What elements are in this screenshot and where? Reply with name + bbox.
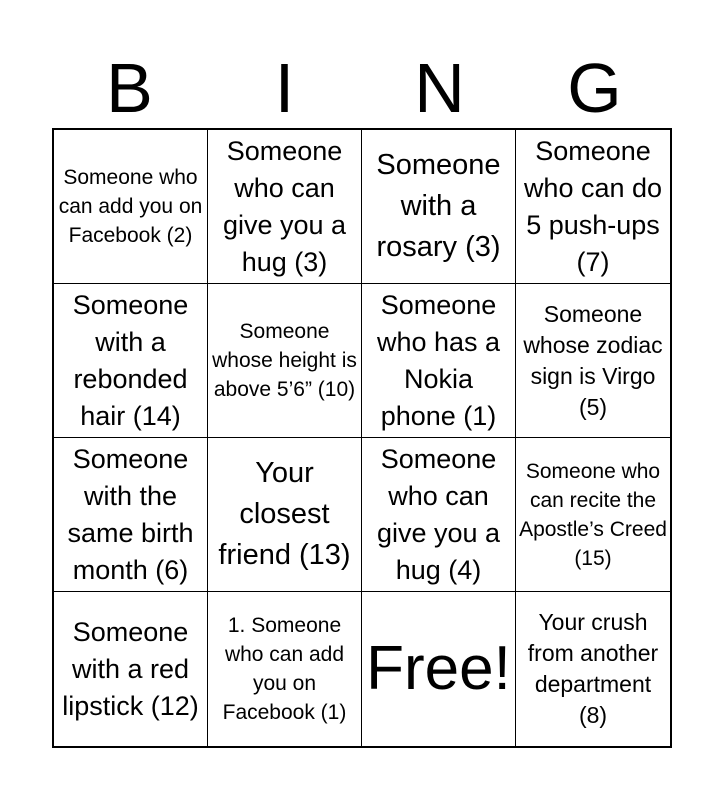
bingo-cell-r2c1[interactable] [54,284,208,438]
cell-text: Someone with a red lipstick (12) [62,616,199,721]
cell-text: Someone whose zodiac sign is Virgo (5) [523,300,663,420]
header-letter-b: B [106,49,153,127]
header-letter-n: N [414,49,465,127]
bingo-cell-r1c2[interactable] [208,130,362,284]
bingo-cell-free[interactable] [362,592,516,746]
bingo-cell-r4c4[interactable] [516,592,670,746]
bingo-cell-r1c4[interactable] [516,130,670,284]
bingo-cell-r1c3[interactable] [362,130,516,284]
cell-text: Someone who can give you a hug (4) [376,443,501,585]
bingo-cell-r3c2[interactable] [208,438,362,592]
cell-text: Someone who can add you on Facebook (2) [58,166,203,247]
header-letter-i: I [274,49,295,127]
bingo-cell-r4c1[interactable] [54,592,208,746]
bingo-cell-r3c3[interactable] [362,438,516,592]
bingo-cell-r3c4[interactable] [516,438,670,592]
cell-text: Someone who has a Nokia phone (1) [376,289,501,431]
cell-text: Someone with the same birth month (6) [67,443,194,585]
bingo-cell-r2c2[interactable] [208,284,362,438]
bingo-header [52,48,672,128]
cell-text: Your closest friend (13) [218,457,351,571]
cell-text: Someone who can recite the Apostle’s Creed (15) [519,459,667,570]
cell-text: Someone whose height is above 5’6” (10) [212,320,357,401]
cell-text: Someone with a rosary (3) [376,149,501,263]
cell-text: Someone with a rebonded hair (14) [72,289,189,431]
bingo-cell-r2c4[interactable] [516,284,670,438]
cell-text: Someone who can do 5 push-ups (7) [523,135,663,277]
cell-text: 1. Someone who can add you on Facebook (1) [222,614,347,724]
cell-text: Someone who can give you a hug (3) [222,135,347,277]
bingo-cell-r4c2[interactable] [208,592,362,746]
cell-text: Your crush from another department (8) [527,609,659,728]
bingo-board [52,128,672,748]
bingo-cell-r3c1[interactable] [54,438,208,592]
bingo-cell-r1c1[interactable] [54,130,208,284]
bingo-cell-r2c3[interactable] [362,284,516,438]
header-letter-g: G [567,49,622,127]
free-space-text: Free! [366,634,511,703]
